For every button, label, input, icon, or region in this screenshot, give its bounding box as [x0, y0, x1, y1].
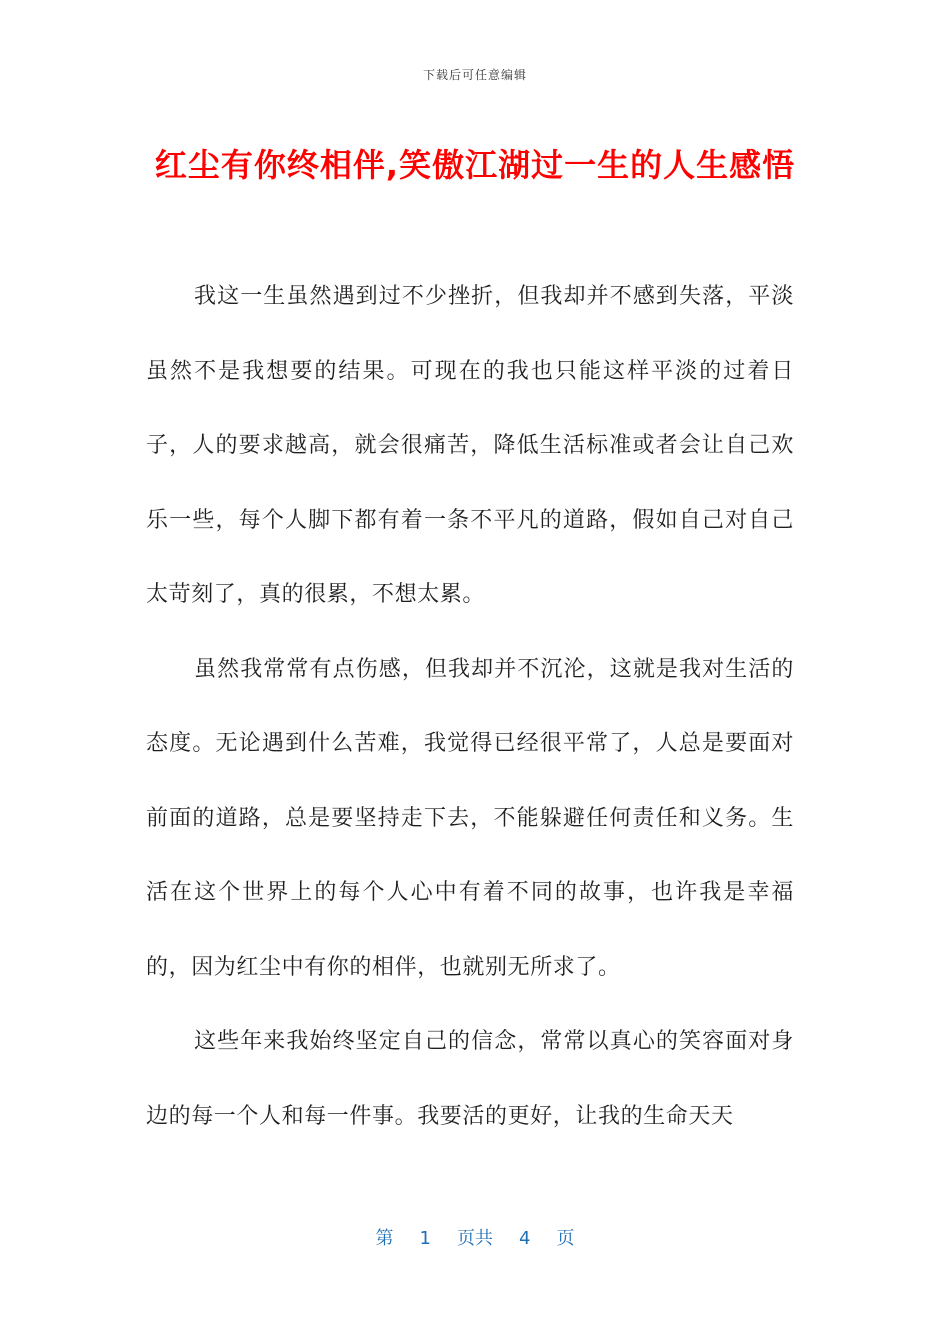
document-body — [146, 260, 794, 1154]
footer-label-end: 页 — [556, 1228, 575, 1249]
paragraph: 虽然我常常有点伤感，但我却并不沉沦，这就是我对生活的态度。无论遇到什么苦难，我觉得已经很平常了，人总是要面对前面的道路，总是要坚持走下去，不能躲避任何责任和义务。生活在这个世界上的每个人心中有着不同的故事，也许我是幸福的，因为红尘中有你的相伴，也就别无所求了。 — [146, 656, 794, 980]
paragraph: 我这一生虽然遇到过不少挫折，但我却并不感到失落，平淡虽然不是我想要的结果。可现在的我也只能这样平淡的过着日子，人的要求越高，就会很痛苦，降低生活标准或者会让自己欢乐一些，每个人脚下都有着一条不平凡的道路，假如自己对自己太苛刻了，真的很累，不想太累。 — [146, 284, 794, 607]
paragraph: 这些年来我始终坚定自己的信念，常常以真心的笑容面对身边的每一个人和每一件事。我要活的更好，让我的生命天天 — [146, 1029, 794, 1129]
document-title: 红尘有你终相伴,笑傲江湖过一生的人生感悟 — [154, 146, 796, 184]
footer-current-page: 1 — [419, 1228, 431, 1249]
footer-total-pages: 4 — [519, 1228, 531, 1249]
page-footer — [0, 1224, 950, 1250]
header-note: 下载后可任意编辑 — [422, 68, 527, 82]
footer-label-page: 第 — [375, 1228, 394, 1249]
footer-label-of: 页共 — [457, 1228, 493, 1249]
